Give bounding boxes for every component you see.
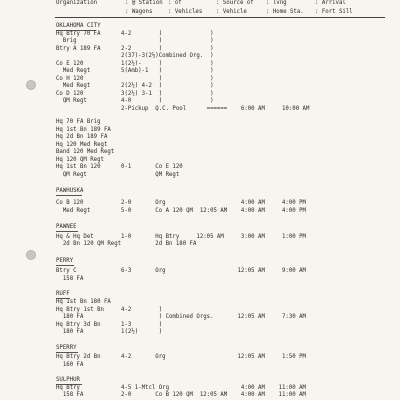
section-title: PAWNEE (56, 224, 77, 230)
table-row: Band 120 Med Regt (56, 149, 115, 155)
section-title: PAWHUSKA (56, 188, 84, 194)
table-row: Med Regt 5-0 Co A 120 QM 12:05 AM 4:00 AM 4:00 PM (56, 208, 306, 214)
table-row: Hq 1st Bn 189 FA (56, 127, 111, 133)
header-wagons: : Wagons (125, 9, 153, 15)
header-vehicle: : Vehicle (216, 9, 247, 15)
section-title: OKLAHOMA CITY (56, 23, 101, 29)
table-row: 2d Bn 120 QM Regt 2d Bn 180 FA (56, 241, 197, 247)
table-row: Hq 1st Bn 180 FA (56, 299, 111, 305)
table-row: 2(37)-3(2½)Combined Org. ) (56, 53, 214, 59)
punch-hole-top (26, 80, 36, 90)
header-source: : Source of (216, 0, 254, 6)
table-row: QM Regt 4-0 ) ) (56, 98, 214, 104)
table-row: Btry C 6-3 Org 12:05 AM 9:00 AM (56, 268, 306, 274)
section-title: PERRY (56, 258, 74, 264)
table-row: Hq 1st Bn 120 0-1 Co E 120 (56, 164, 183, 170)
table-row: Med Regt 5(Amb)-1 ) ) (56, 68, 214, 74)
section-title: RUFF (56, 291, 70, 297)
table-row: Co D 120 3(2½) 3-1 ) ) (56, 91, 214, 97)
table-row: Co B 120 2-0 Org 4:00 AM 4:00 PM (56, 200, 306, 206)
table-row: Btry A 189 FA 2-2 ) ) (56, 46, 214, 52)
table-row: 160 FA (56, 362, 84, 368)
table-row: Hq Btry 1st Bn 4-2 ) (56, 307, 163, 313)
header-rule (55, 17, 385, 18)
header-of: : of (168, 0, 182, 6)
section-title: SULPHUR (56, 377, 80, 383)
table-row: Med Regt 2(2½) 4-2 ) ) (56, 83, 214, 89)
title-underline (56, 195, 82, 196)
header-vehicles: : Vehicles (168, 9, 203, 15)
table-row: 158 FA 2-0 Co B 120 QM 12:05 AM 4:00 AM 11:00 AM (56, 392, 306, 398)
title-underline (56, 265, 74, 266)
title-underline (56, 352, 78, 353)
table-row: Hq & Hq Det 1-0 Hq Btry 12:05 AM 3:00 AM 1:00 PM (56, 234, 306, 240)
table-row: 180 FA ) Combined Orgs. 12:05 AM 7:30 AM (56, 314, 306, 320)
table-row: Hq Btry 70 FA 4-2 ) ) (56, 31, 214, 37)
table-row: Hq 2d Bn 189 FA (56, 134, 108, 140)
header-station: : @ Station (125, 0, 163, 6)
punch-hole-bottom (26, 250, 36, 260)
header-organization: Organization (56, 0, 98, 6)
header-lvng: : lvng (266, 0, 287, 6)
table-row: Hq Btry 4-5 1-Mtcl Org 4:00 AM 11:00 AM (56, 385, 306, 391)
header-home-sta: : Home Sta. (266, 9, 304, 15)
header-arrival: : Arrival (315, 0, 346, 6)
table-row: Hq Btry 2d Bn 4-2 Org 12:05 AM 1:50 PM (56, 354, 306, 360)
table-row: 2-Pickup Q.C. Pool ====== 6:00 AM 10:00 AM (56, 106, 310, 112)
table-row: Hq Btry 3d Bn 1-3 ) (56, 322, 163, 328)
title-underline (56, 231, 78, 232)
header-fort-sill: : Fort Sill (315, 9, 353, 15)
section-title: SPERRY (56, 345, 77, 351)
table-row: QM Regt QM Regt (56, 172, 180, 178)
table-row: Hq 120 QM Regt (56, 157, 104, 163)
table-row: Co E 120 1(2½)- ) ) (56, 61, 214, 67)
table-row: Brig ) ) (56, 38, 214, 44)
table-row: Hq 120 Med Regt (56, 142, 108, 148)
table-row: Hq 70 FA Brig (56, 119, 101, 125)
table-row: 158 FA (56, 276, 84, 282)
table-row: 180 FA 1(2½) ) (56, 329, 163, 335)
table-row: Co H 120 ) ) (56, 76, 214, 82)
